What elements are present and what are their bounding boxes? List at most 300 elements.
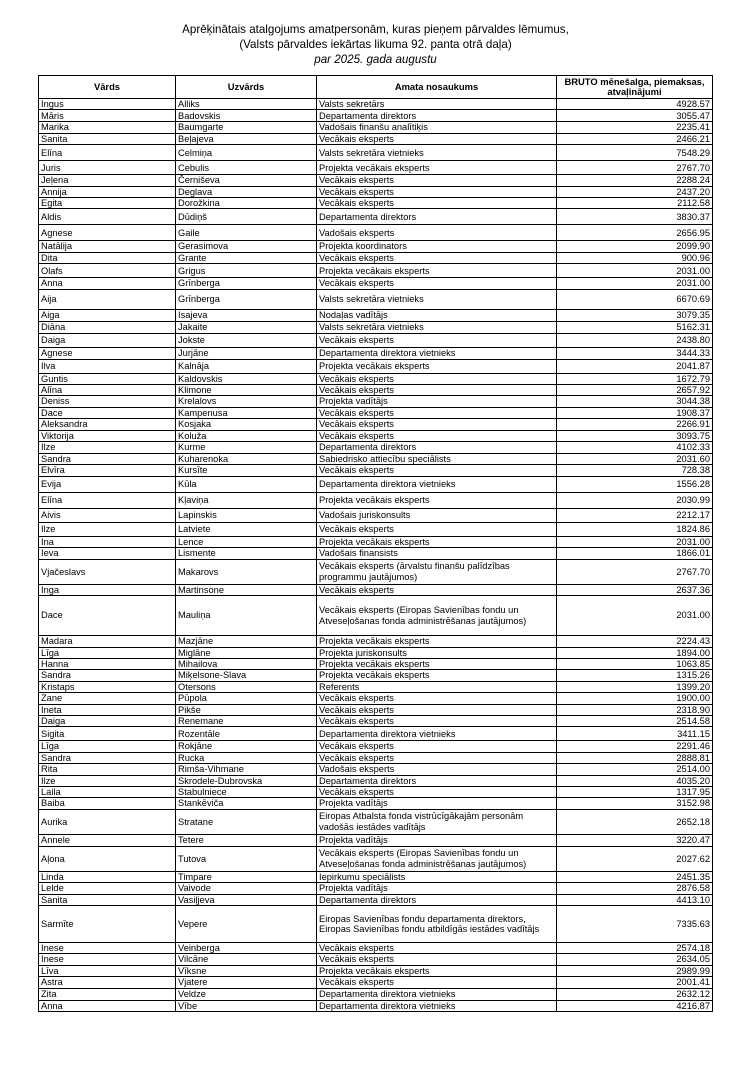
- cell-position: Eiropas Atbalsta fonda vistrūcīgākajām personām vadošās iestādes vadītājs: [317, 809, 557, 834]
- cell-salary: 3079.35: [557, 309, 713, 321]
- cell-last-name: Mihailova: [176, 658, 317, 669]
- table-row: [39, 894, 713, 905]
- cell-first-name: Līva: [39, 965, 176, 976]
- cell-last-name: Jakaite: [176, 321, 317, 333]
- cell-last-name: Grīnberga: [176, 278, 317, 289]
- table-row: [39, 430, 713, 441]
- table-row: [39, 775, 713, 786]
- table-row: [39, 977, 713, 988]
- cell-salary: 900.96: [557, 252, 713, 263]
- table-row: [39, 241, 713, 252]
- table-row: [39, 145, 713, 161]
- cell-last-name: Krelalovs: [176, 396, 317, 407]
- cell-salary: 2876.58: [557, 883, 713, 894]
- cell-position: Vecākais eksperts (Eiropas Savienības fondu un Atveseļošanas fonda administrēšanas jautājumos): [317, 846, 557, 871]
- cell-salary: 2514.58: [557, 715, 713, 726]
- cell-salary: 1894.00: [557, 647, 713, 658]
- cell-last-name: Veldze: [176, 988, 317, 1000]
- cell-last-name: Kaldovskis: [176, 373, 317, 384]
- cell-position: Vecākais eksperts: [317, 715, 557, 726]
- table-row: [39, 846, 713, 871]
- salary-table: [38, 75, 713, 1012]
- column-header-first-name: Vārds: [39, 76, 176, 99]
- cell-last-name: Cebulis: [176, 161, 317, 175]
- cell-salary: 2767.70: [557, 559, 713, 584]
- cell-first-name: Astra: [39, 977, 176, 988]
- cell-last-name: Vībe: [176, 1000, 317, 1011]
- cell-salary: 2451.35: [557, 871, 713, 882]
- cell-first-name: Hanna: [39, 658, 176, 669]
- cell-last-name: Kosjaka: [176, 419, 317, 430]
- cell-position: Vecākais eksperts: [317, 752, 557, 763]
- cell-salary: 2437.20: [557, 186, 713, 197]
- cell-salary: 1866.01: [557, 548, 713, 559]
- cell-position: Vecākais eksperts (ārvalstu finanšu palīdzības programmu jautājumos): [317, 559, 557, 584]
- cell-last-name: Jurjāne: [176, 347, 317, 359]
- cell-first-name: Sigita: [39, 727, 176, 741]
- cell-last-name: Kursīte: [176, 464, 317, 476]
- cell-first-name: Alīna: [39, 385, 176, 396]
- cell-last-name: Grante: [176, 252, 317, 263]
- cell-first-name: Daiga: [39, 333, 176, 347]
- cell-salary: 2632.12: [557, 988, 713, 1000]
- cell-position: Vecākais eksperts: [317, 333, 557, 347]
- cell-last-name: Renemane: [176, 715, 317, 726]
- cell-salary: 1900.00: [557, 693, 713, 704]
- cell-last-name: Timpare: [176, 871, 317, 882]
- cell-first-name: Lelde: [39, 883, 176, 894]
- table-row: [39, 596, 713, 636]
- table-row: [39, 175, 713, 186]
- cell-position: Projekta vecākais eksperts: [317, 492, 557, 508]
- cell-first-name: Sanita: [39, 894, 176, 905]
- table-row: [39, 186, 713, 197]
- cell-position: Departamenta direktors: [317, 894, 557, 905]
- cell-salary: 2031.00: [557, 536, 713, 547]
- cell-salary: 2291.46: [557, 741, 713, 752]
- cell-position: Vecākais eksperts: [317, 430, 557, 441]
- cell-last-name: Mazjāne: [176, 636, 317, 647]
- cell-position: Vecākais eksperts: [317, 198, 557, 209]
- table-row: [39, 727, 713, 741]
- cell-first-name: Ilze: [39, 775, 176, 786]
- cell-last-name: Isajeva: [176, 309, 317, 321]
- cell-position: Projekta vadītājs: [317, 396, 557, 407]
- cell-first-name: Jeļena: [39, 175, 176, 186]
- table-row: [39, 943, 713, 954]
- table-row: [39, 954, 713, 965]
- cell-salary: 2657.92: [557, 385, 713, 396]
- cell-position: Projekta vecākais eksperts: [317, 161, 557, 175]
- cell-position: Vecākais eksperts: [317, 385, 557, 396]
- cell-first-name: Zita: [39, 988, 176, 1000]
- table-row: [39, 1000, 713, 1011]
- cell-salary: 3411.15: [557, 727, 713, 741]
- cell-salary: 3830.37: [557, 209, 713, 225]
- cell-last-name: Černiševa: [176, 175, 317, 186]
- column-header-salary: BRUTO mēnešalga, piemaksas, atvaļinājumi: [557, 76, 713, 99]
- table-row: [39, 787, 713, 798]
- document-header: [0, 22, 751, 67]
- cell-salary: 2041.87: [557, 359, 713, 373]
- cell-last-name: Mauliņa: [176, 596, 317, 636]
- cell-salary: 2514.00: [557, 764, 713, 775]
- cell-last-name: Miķelsone-Slava: [176, 670, 317, 681]
- cell-first-name: Elīna: [39, 492, 176, 508]
- table-row: [39, 809, 713, 834]
- cell-last-name: Deglava: [176, 186, 317, 197]
- cell-first-name: Evija: [39, 476, 176, 492]
- cell-first-name: Ilva: [39, 359, 176, 373]
- cell-position: Vecākais eksperts: [317, 522, 557, 536]
- cell-position: Projekta vadītājs: [317, 834, 557, 846]
- table-row: [39, 636, 713, 647]
- table-row: [39, 883, 713, 894]
- table-row: [39, 522, 713, 536]
- table-row: [39, 647, 713, 658]
- cell-first-name: Daiga: [39, 715, 176, 726]
- cell-position: Valsts sekretāra vietnieks: [317, 289, 557, 309]
- cell-salary: 2318.90: [557, 704, 713, 715]
- cell-first-name: Marika: [39, 122, 176, 133]
- cell-first-name: Sanita: [39, 133, 176, 144]
- cell-last-name: Jokste: [176, 333, 317, 347]
- cell-salary: 3055.47: [557, 110, 713, 122]
- cell-salary: 2235.41: [557, 122, 713, 133]
- cell-position: Projekta koordinators: [317, 241, 557, 252]
- cell-position: Vadošais juriskonsults: [317, 508, 557, 522]
- cell-first-name: Dace: [39, 407, 176, 418]
- cell-salary: 2224.43: [557, 636, 713, 647]
- cell-last-name: Makarovs: [176, 559, 317, 584]
- cell-position: Departamenta direktors: [317, 110, 557, 122]
- cell-position: Vecākais eksperts: [317, 278, 557, 289]
- cell-position: Departamenta direktors: [317, 442, 557, 453]
- table-row: [39, 559, 713, 584]
- table-row: [39, 834, 713, 846]
- cell-last-name: Celmiņa: [176, 145, 317, 161]
- cell-salary: 2466.21: [557, 133, 713, 144]
- cell-position: Iepirkumu speciālists: [317, 871, 557, 882]
- cell-last-name: Pikše: [176, 704, 317, 715]
- cell-first-name: Anna: [39, 278, 176, 289]
- table-row: [39, 988, 713, 1000]
- cell-last-name: Stabulniece: [176, 787, 317, 798]
- cell-salary: 2027.62: [557, 846, 713, 871]
- cell-last-name: Grigus: [176, 264, 317, 278]
- cell-salary: 2637.36: [557, 584, 713, 595]
- cell-position: Departamenta direktora vietnieks: [317, 988, 557, 1000]
- table-row: [39, 225, 713, 241]
- table-body: [39, 99, 713, 1012]
- cell-first-name: Agnese: [39, 347, 176, 359]
- table-row: [39, 161, 713, 175]
- table-row: [39, 871, 713, 882]
- cell-first-name: Linda: [39, 871, 176, 882]
- cell-first-name: Aiga: [39, 309, 176, 321]
- cell-position: Vadošais finanšu analītiķis: [317, 122, 557, 133]
- cell-last-name: Vilcāne: [176, 954, 317, 965]
- document-title: Aprēķinātais atalgojums amatpersonām, kuras pieņem pārvaldes lēmumus,: [182, 23, 569, 36]
- cell-salary: 2266.91: [557, 419, 713, 430]
- cell-position: Projekta vadītājs: [317, 798, 557, 809]
- cell-salary: 2288.24: [557, 175, 713, 186]
- cell-last-name: Alliks: [176, 99, 317, 110]
- cell-first-name: Ieva: [39, 548, 176, 559]
- cell-first-name: Aldis: [39, 209, 176, 225]
- cell-first-name: Inga: [39, 584, 176, 595]
- column-header-last-name: Uzvārds: [176, 76, 317, 99]
- cell-position: Vecākais eksperts: [317, 787, 557, 798]
- cell-salary: 2031.60: [557, 453, 713, 464]
- table-row: [39, 464, 713, 476]
- cell-first-name: Dita: [39, 252, 176, 263]
- table-row: [39, 347, 713, 359]
- cell-position: Vecākais eksperts: [317, 133, 557, 144]
- cell-last-name: Koluža: [176, 430, 317, 441]
- cell-first-name: Elvīra: [39, 464, 176, 476]
- cell-position: Projekta vecākais eksperts: [317, 670, 557, 681]
- table-row: [39, 289, 713, 309]
- column-header-position: Amata nosaukums: [317, 76, 557, 99]
- cell-last-name: Veinberga: [176, 943, 317, 954]
- cell-last-name: Gerasimova: [176, 241, 317, 252]
- cell-position: Valsts sekretārs: [317, 99, 557, 110]
- table-row: [39, 198, 713, 209]
- cell-last-name: Rokjāne: [176, 741, 317, 752]
- cell-first-name: Līga: [39, 647, 176, 658]
- cell-first-name: Ina: [39, 536, 176, 547]
- cell-salary: 2888.81: [557, 752, 713, 763]
- cell-first-name: Juris: [39, 161, 176, 175]
- cell-salary: 4035.20: [557, 775, 713, 786]
- cell-position: Projekta vecākais eksperts: [317, 359, 557, 373]
- cell-last-name: Skrodele-Dubrovska: [176, 775, 317, 786]
- cell-position: Vecākais eksperts: [317, 954, 557, 965]
- cell-salary: 2574.18: [557, 943, 713, 954]
- cell-position: Vecākais eksperts: [317, 584, 557, 595]
- table-row: [39, 110, 713, 122]
- cell-salary: 3093.75: [557, 430, 713, 441]
- cell-salary: 6670.69: [557, 289, 713, 309]
- table-row: [39, 373, 713, 384]
- cell-first-name: Ineta: [39, 704, 176, 715]
- cell-salary: 2001.41: [557, 977, 713, 988]
- cell-salary: 4216.87: [557, 1000, 713, 1011]
- cell-position: Sabiedrisko attiecību speciālists: [317, 453, 557, 464]
- table-row: [39, 321, 713, 333]
- table-row: [39, 584, 713, 595]
- cell-last-name: Dorožkina: [176, 198, 317, 209]
- cell-position: Vecākais eksperts: [317, 704, 557, 715]
- cell-salary: 728.38: [557, 464, 713, 476]
- table-row: [39, 99, 713, 110]
- cell-first-name: Aļona: [39, 846, 176, 871]
- table-row: [39, 536, 713, 547]
- cell-salary: 4928.57: [557, 99, 713, 110]
- cell-last-name: Stratane: [176, 809, 317, 834]
- table-row: [39, 264, 713, 278]
- cell-position: Projekta vecākais eksperts: [317, 658, 557, 669]
- cell-salary: 2099.90: [557, 241, 713, 252]
- cell-last-name: Lence: [176, 536, 317, 547]
- cell-first-name: Māris: [39, 110, 176, 122]
- table-row: [39, 670, 713, 681]
- cell-salary: 2112.58: [557, 198, 713, 209]
- cell-last-name: Vepere: [176, 906, 317, 943]
- cell-first-name: Rita: [39, 764, 176, 775]
- cell-first-name: Egita: [39, 198, 176, 209]
- cell-position: Vecākais eksperts: [317, 977, 557, 988]
- cell-first-name: Anna: [39, 1000, 176, 1011]
- cell-first-name: Dace: [39, 596, 176, 636]
- cell-salary: 2438.80: [557, 333, 713, 347]
- table-row: [39, 209, 713, 225]
- cell-salary: 5162.31: [557, 321, 713, 333]
- cell-position: Vecākais eksperts: [317, 373, 557, 384]
- cell-salary: 1556.28: [557, 476, 713, 492]
- cell-last-name: Kļaviņa: [176, 492, 317, 508]
- cell-first-name: Inese: [39, 943, 176, 954]
- table-row: [39, 965, 713, 976]
- cell-salary: 7548.29: [557, 145, 713, 161]
- cell-last-name: Tetere: [176, 834, 317, 846]
- cell-first-name: Elīna: [39, 145, 176, 161]
- cell-salary: 2030.99: [557, 492, 713, 508]
- cell-last-name: Grīnberga: [176, 289, 317, 309]
- cell-first-name: Annele: [39, 834, 176, 846]
- cell-salary: 1315.26: [557, 670, 713, 681]
- cell-last-name: Kampenusa: [176, 407, 317, 418]
- table-row: [39, 906, 713, 943]
- cell-salary: 2634.05: [557, 954, 713, 965]
- cell-position: Departamenta direktora vietnieks: [317, 1000, 557, 1011]
- cell-first-name: Ilze: [39, 442, 176, 453]
- cell-position: Vecākais eksperts: [317, 407, 557, 418]
- cell-first-name: Aija: [39, 289, 176, 309]
- table-row: [39, 704, 713, 715]
- cell-last-name: Vasiļjeva: [176, 894, 317, 905]
- cell-position: Vecākais eksperts: [317, 419, 557, 430]
- cell-salary: 2989.99: [557, 965, 713, 976]
- cell-first-name: Inese: [39, 954, 176, 965]
- cell-first-name: Laila: [39, 787, 176, 798]
- cell-position: Projekta vecākais eksperts: [317, 536, 557, 547]
- table-row: [39, 741, 713, 752]
- table-row: [39, 385, 713, 396]
- cell-position: Departamenta direktora vietnieks: [317, 727, 557, 741]
- table-row: [39, 764, 713, 775]
- cell-salary: 7335.63: [557, 906, 713, 943]
- cell-position: Vecākais eksperts: [317, 693, 557, 704]
- cell-last-name: Stankēviča: [176, 798, 317, 809]
- cell-salary: 1672.79: [557, 373, 713, 384]
- cell-salary: 2656.95: [557, 225, 713, 241]
- cell-first-name: Sandra: [39, 670, 176, 681]
- cell-last-name: Badovskis: [176, 110, 317, 122]
- cell-first-name: Madara: [39, 636, 176, 647]
- cell-salary: 4102.33: [557, 442, 713, 453]
- table-row: [39, 658, 713, 669]
- cell-position: Vecākais eksperts: [317, 175, 557, 186]
- cell-last-name: Tutova: [176, 846, 317, 871]
- document-period: par 2025. gada augustu: [314, 53, 437, 66]
- cell-last-name: Miglāne: [176, 647, 317, 658]
- cell-position: Vecākais eksperts: [317, 186, 557, 197]
- cell-salary: 2767.70: [557, 161, 713, 175]
- table-row: [39, 359, 713, 373]
- cell-salary: 3044.38: [557, 396, 713, 407]
- cell-position: Departamenta direktora vietnieks: [317, 347, 557, 359]
- cell-first-name: Aleksandra: [39, 419, 176, 430]
- cell-salary: 2212.17: [557, 508, 713, 522]
- table-row: [39, 752, 713, 763]
- cell-last-name: Dūdiņš: [176, 209, 317, 225]
- cell-first-name: Guntis: [39, 373, 176, 384]
- table-row: [39, 693, 713, 704]
- table-row: [39, 492, 713, 508]
- table-row: [39, 476, 713, 492]
- cell-last-name: Rucka: [176, 752, 317, 763]
- cell-position: Vadošais finansists: [317, 548, 557, 559]
- cell-last-name: Baumgarte: [176, 122, 317, 133]
- table-row: [39, 133, 713, 144]
- cell-position: Vecākais eksperts: [317, 252, 557, 263]
- table-row: [39, 442, 713, 453]
- cell-position: Valsts sekretāra vietnieks: [317, 145, 557, 161]
- cell-salary: 3152.98: [557, 798, 713, 809]
- cell-last-name: Kūla: [176, 476, 317, 492]
- cell-first-name: Natālija: [39, 241, 176, 252]
- cell-salary: 1063.85: [557, 658, 713, 669]
- table-row: [39, 252, 713, 263]
- cell-first-name: Annija: [39, 186, 176, 197]
- table-header-row: [39, 76, 713, 99]
- cell-first-name: Zane: [39, 693, 176, 704]
- table-row: [39, 122, 713, 133]
- cell-position: Projekta vecākais eksperts: [317, 636, 557, 647]
- cell-last-name: Kurme: [176, 442, 317, 453]
- cell-last-name: Rozentāle: [176, 727, 317, 741]
- cell-salary: 2652.18: [557, 809, 713, 834]
- cell-position: Vecākais eksperts (Eiropas Savienības fondu un Atveseļošanas fonda administrēšanas jautājumos): [317, 596, 557, 636]
- cell-position: Vadošais eksperts: [317, 225, 557, 241]
- cell-first-name: Aurika: [39, 809, 176, 834]
- cell-position: Referents: [317, 681, 557, 692]
- table-row: [39, 407, 713, 418]
- table-row: [39, 508, 713, 522]
- cell-position: Valsts sekretāra vietnieks: [317, 321, 557, 333]
- cell-last-name: Rimša-Vihmane: [176, 764, 317, 775]
- table-row: [39, 548, 713, 559]
- cell-position: Vecākais eksperts: [317, 464, 557, 476]
- cell-last-name: Vīksne: [176, 965, 317, 976]
- cell-last-name: Vjatere: [176, 977, 317, 988]
- cell-position: Projekta vadītājs: [317, 883, 557, 894]
- cell-salary: 2031.00: [557, 264, 713, 278]
- cell-position: Departamenta direktors: [317, 775, 557, 786]
- table-row: [39, 419, 713, 430]
- cell-first-name: Ingus: [39, 99, 176, 110]
- table-row: [39, 278, 713, 289]
- cell-salary: 2031.00: [557, 278, 713, 289]
- cell-first-name: Aivis: [39, 508, 176, 522]
- cell-salary: 3220.47: [557, 834, 713, 846]
- cell-first-name: Diāna: [39, 321, 176, 333]
- cell-last-name: Lapinskis: [176, 508, 317, 522]
- cell-first-name: Viktorija: [39, 430, 176, 441]
- cell-last-name: Kalnāja: [176, 359, 317, 373]
